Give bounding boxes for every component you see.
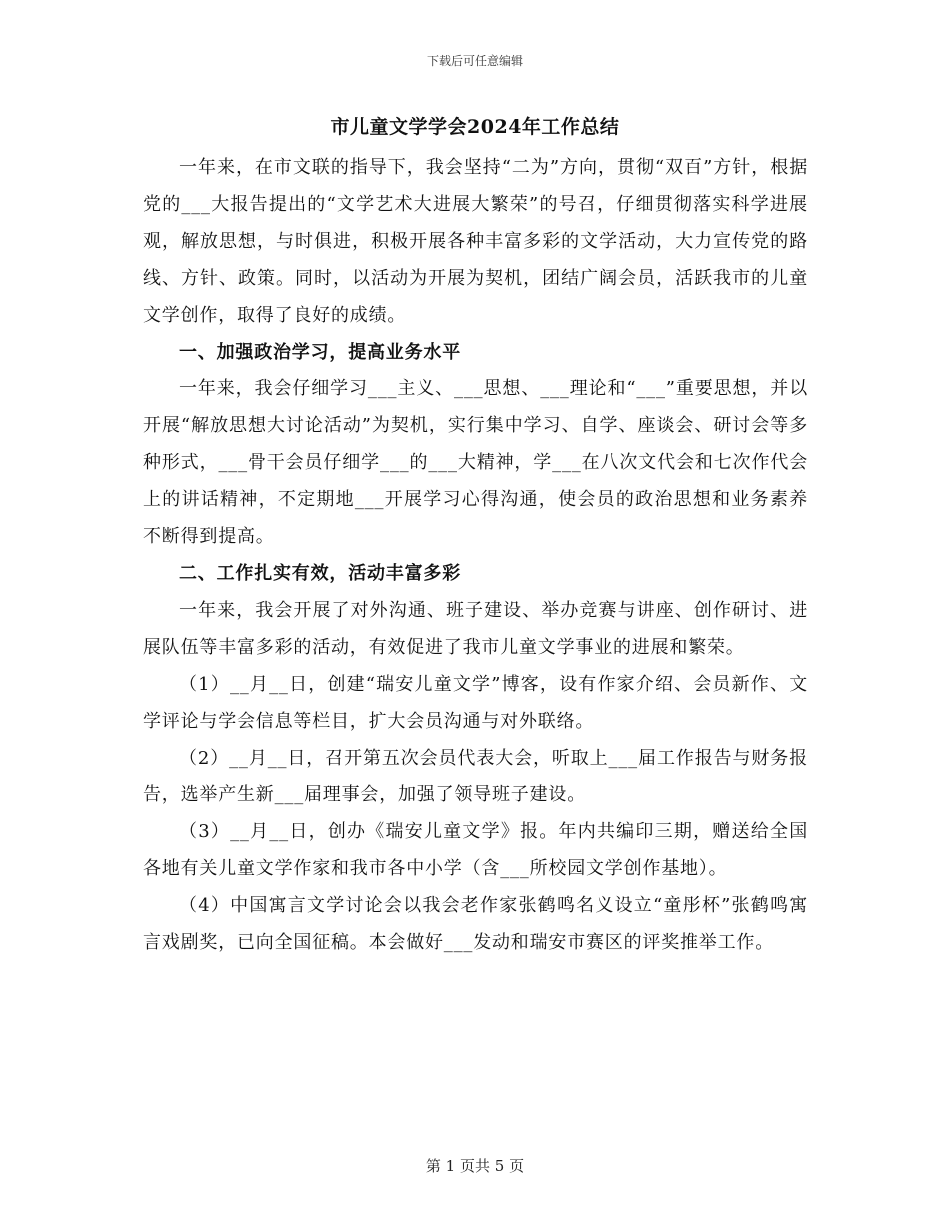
list-item: （1）__月__日，创建“瑞安儿童文学”博客，设有作家介绍、会员新作、文学评论与学会信息等栏目，扩大会员沟通与对外联络。 [143,673,808,732]
section-1-paragraph: 一年来，我会仔细学习___主义、___思想、___理论和“___”重要思想，并以开展“解放思想大讨论活动”为契机，实行集中学习、自学、座谈会、研讨会等多种形式，___骨干会员仔细学___的___大精神，学___在八次文代会和七次作代会上的讲话精神，不定期地___开展学习心得沟通，使会员的政治思想和业务素养不断得到提高。 [143,378,808,548]
list-item: （4）中国寓言文学讨论会以我会老作家张鹤鸣名义设立“童彤杯”张鹤鸣寓言戏剧奖，已向全国征稿。本会做好___发动和瑞安市赛区的评奖推举工作。 [143,895,808,954]
page-number: 第 1 页共 5 页 [425,1157,525,1175]
document-title: 市儿童文学学会2024年工作总结 [330,116,620,138]
document-body [143,150,808,962]
section-1-heading: 一、加强政治学习，提高业务水平 [179,341,461,363]
intro-paragraph: 一年来，在市文联的指导下，我会坚持“二为”方向，贯彻“双百”方针，根据党的___大报告提出的“文学艺术大进展大繁荣”的号召，仔细贯彻落实科学进展观，解放思想，与时俱进，积极开展各种丰富多彩的文学活动，大力宣传党的路线、方针、政策。同时，以活动为开展为契机，团结广阔会员，活跃我市的儿童文学创作，取得了良好的成绩。 [143,157,808,326]
page-header-note: 下载后可任意编辑 [426,54,523,68]
section-2-paragraph: 一年来，我会开展了对外沟通、班子建设、举办竞赛与讲座、创作研讨、进展队伍等丰富多彩的活动，有效促进了我市儿童文学事业的进展和繁荣。 [143,599,808,658]
section-2-heading: 二、工作扎实有效，活动丰富多彩 [179,562,461,584]
list-item: （2）__月__日，召开第五次会员代表大会，听取上___届工作报告与财务报告，选举产生新___届理事会，加强了领导班子建设。 [143,747,808,806]
list-item: （3）__月__日，创办《瑞安儿童文学》报。年内共编印三期，赠送给全国各地有关儿童文学作家和我市各中小学（含___所校园文学创作基地）。 [143,821,808,880]
